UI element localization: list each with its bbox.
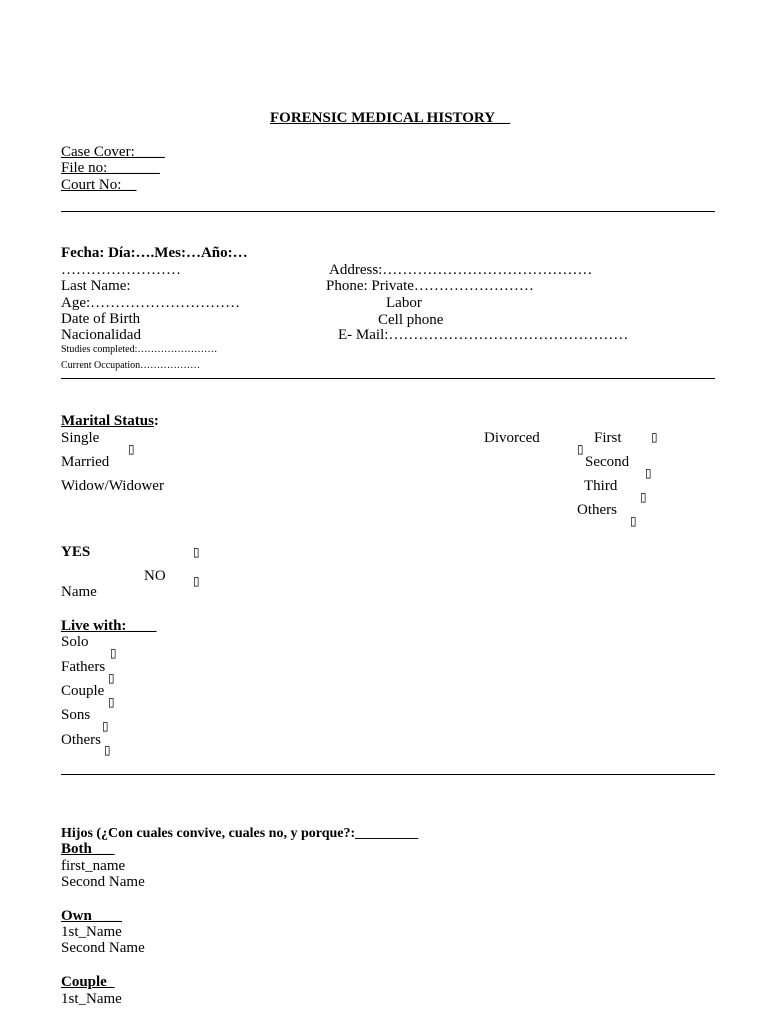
- marital-single-label: Single: [61, 430, 100, 446]
- divider: [61, 774, 715, 775]
- marriage-others-label: Others: [577, 502, 617, 518]
- marital-status-colon: :: [153, 413, 159, 429]
- dotted-field[interactable]: ……………………: [61, 262, 181, 278]
- marital-divorced-label: Divorced: [484, 430, 540, 446]
- live-with-solo-checkbox[interactable]: ▯: [110, 646, 117, 660]
- hijos-own-second-name[interactable]: Second Name: [61, 940, 145, 956]
- live-with-fathers-label: Fathers: [61, 659, 106, 675]
- marriage-second-label: Second: [585, 454, 630, 470]
- marital-widow-label: Widow/Widower: [61, 478, 164, 494]
- live-with-couple-checkbox[interactable]: ▯: [108, 695, 115, 709]
- live-with-couple-label: Couple: [61, 683, 105, 699]
- court-no-field[interactable]: Court No:__: [61, 177, 137, 193]
- hijos-couple-heading: Couple_: [61, 974, 115, 990]
- address-field[interactable]: Address:……………………………………: [329, 262, 593, 278]
- live-with-heading: Live with:____: [61, 618, 157, 634]
- marriage-third-label: Third: [584, 478, 618, 494]
- nacionalidad-field[interactable]: Nacionalidad: [61, 327, 141, 343]
- hijos-own-first-name[interactable]: 1st_Name: [61, 924, 122, 940]
- live-with-others-checkbox[interactable]: ▯: [104, 743, 111, 757]
- hijos-both-heading: Both___: [61, 841, 115, 857]
- hijos-heading: Hijos (¿Con cuales convive, cuales no, y porque?:_________: [61, 826, 419, 841]
- fecha-field[interactable]: Fecha: Día:….Mes:…Año:…: [61, 245, 248, 261]
- divider: [61, 378, 715, 379]
- live-with-sons-label: Sons: [61, 707, 91, 723]
- email-field[interactable]: E- Mail:…………………………………………: [338, 327, 629, 343]
- yes-checkbox[interactable]: ▯: [193, 545, 200, 559]
- marriage-others-checkbox[interactable]: ▯: [630, 514, 637, 528]
- marriage-first-label: First: [594, 430, 622, 446]
- current-occupation-field[interactable]: Current Occupation………………: [61, 360, 201, 371]
- no-label: NO: [144, 568, 166, 584]
- no-checkbox[interactable]: ▯: [193, 574, 200, 588]
- live-with-fathers-checkbox[interactable]: ▯: [108, 671, 115, 685]
- live-with-sons-checkbox[interactable]: ▯: [102, 719, 109, 733]
- marital-status-label: Marital Status: [61, 413, 154, 429]
- hijos-couple-first-name[interactable]: 1st_Name: [61, 991, 122, 1007]
- cell-phone-field[interactable]: Cell phone: [378, 312, 444, 328]
- phone-private-field[interactable]: Phone: Private……………………: [326, 278, 534, 294]
- date-of-birth-field[interactable]: Date of Birth: [61, 311, 141, 327]
- yes-label: YES: [61, 544, 91, 560]
- marriage-first-checkbox[interactable]: ▯: [651, 430, 658, 444]
- marriage-third-checkbox[interactable]: ▯: [640, 490, 647, 504]
- hijos-own-heading: Own____: [61, 908, 122, 924]
- live-with-solo-label: Solo: [61, 634, 89, 650]
- marital-divorced-checkbox[interactable]: ▯: [577, 442, 584, 456]
- marital-married-label: Married: [61, 454, 110, 470]
- live-with-others-label: Others: [61, 732, 101, 748]
- divider: [61, 211, 715, 212]
- hijos-both-first-name[interactable]: first_name: [61, 858, 126, 874]
- age-field[interactable]: Age:…………………………: [61, 295, 241, 311]
- marital-single-checkbox[interactable]: ▯: [128, 442, 135, 456]
- phone-labor-field[interactable]: Labor: [386, 295, 422, 311]
- case-cover-field[interactable]: Case Cover:____: [61, 144, 165, 160]
- marital-status-heading: [61, 413, 159, 430]
- studies-completed-field[interactable]: Studies completed:……………………: [61, 344, 218, 355]
- file-no-field[interactable]: File no:_______: [61, 160, 160, 176]
- document-title: FORENSIC MEDICAL HISTORY__: [270, 110, 511, 126]
- marriage-second-checkbox[interactable]: ▯: [645, 466, 652, 480]
- name-field[interactable]: Name: [61, 584, 97, 600]
- last-name-field[interactable]: Last Name:: [61, 278, 131, 294]
- hijos-both-second-name[interactable]: Second Name: [61, 874, 145, 890]
